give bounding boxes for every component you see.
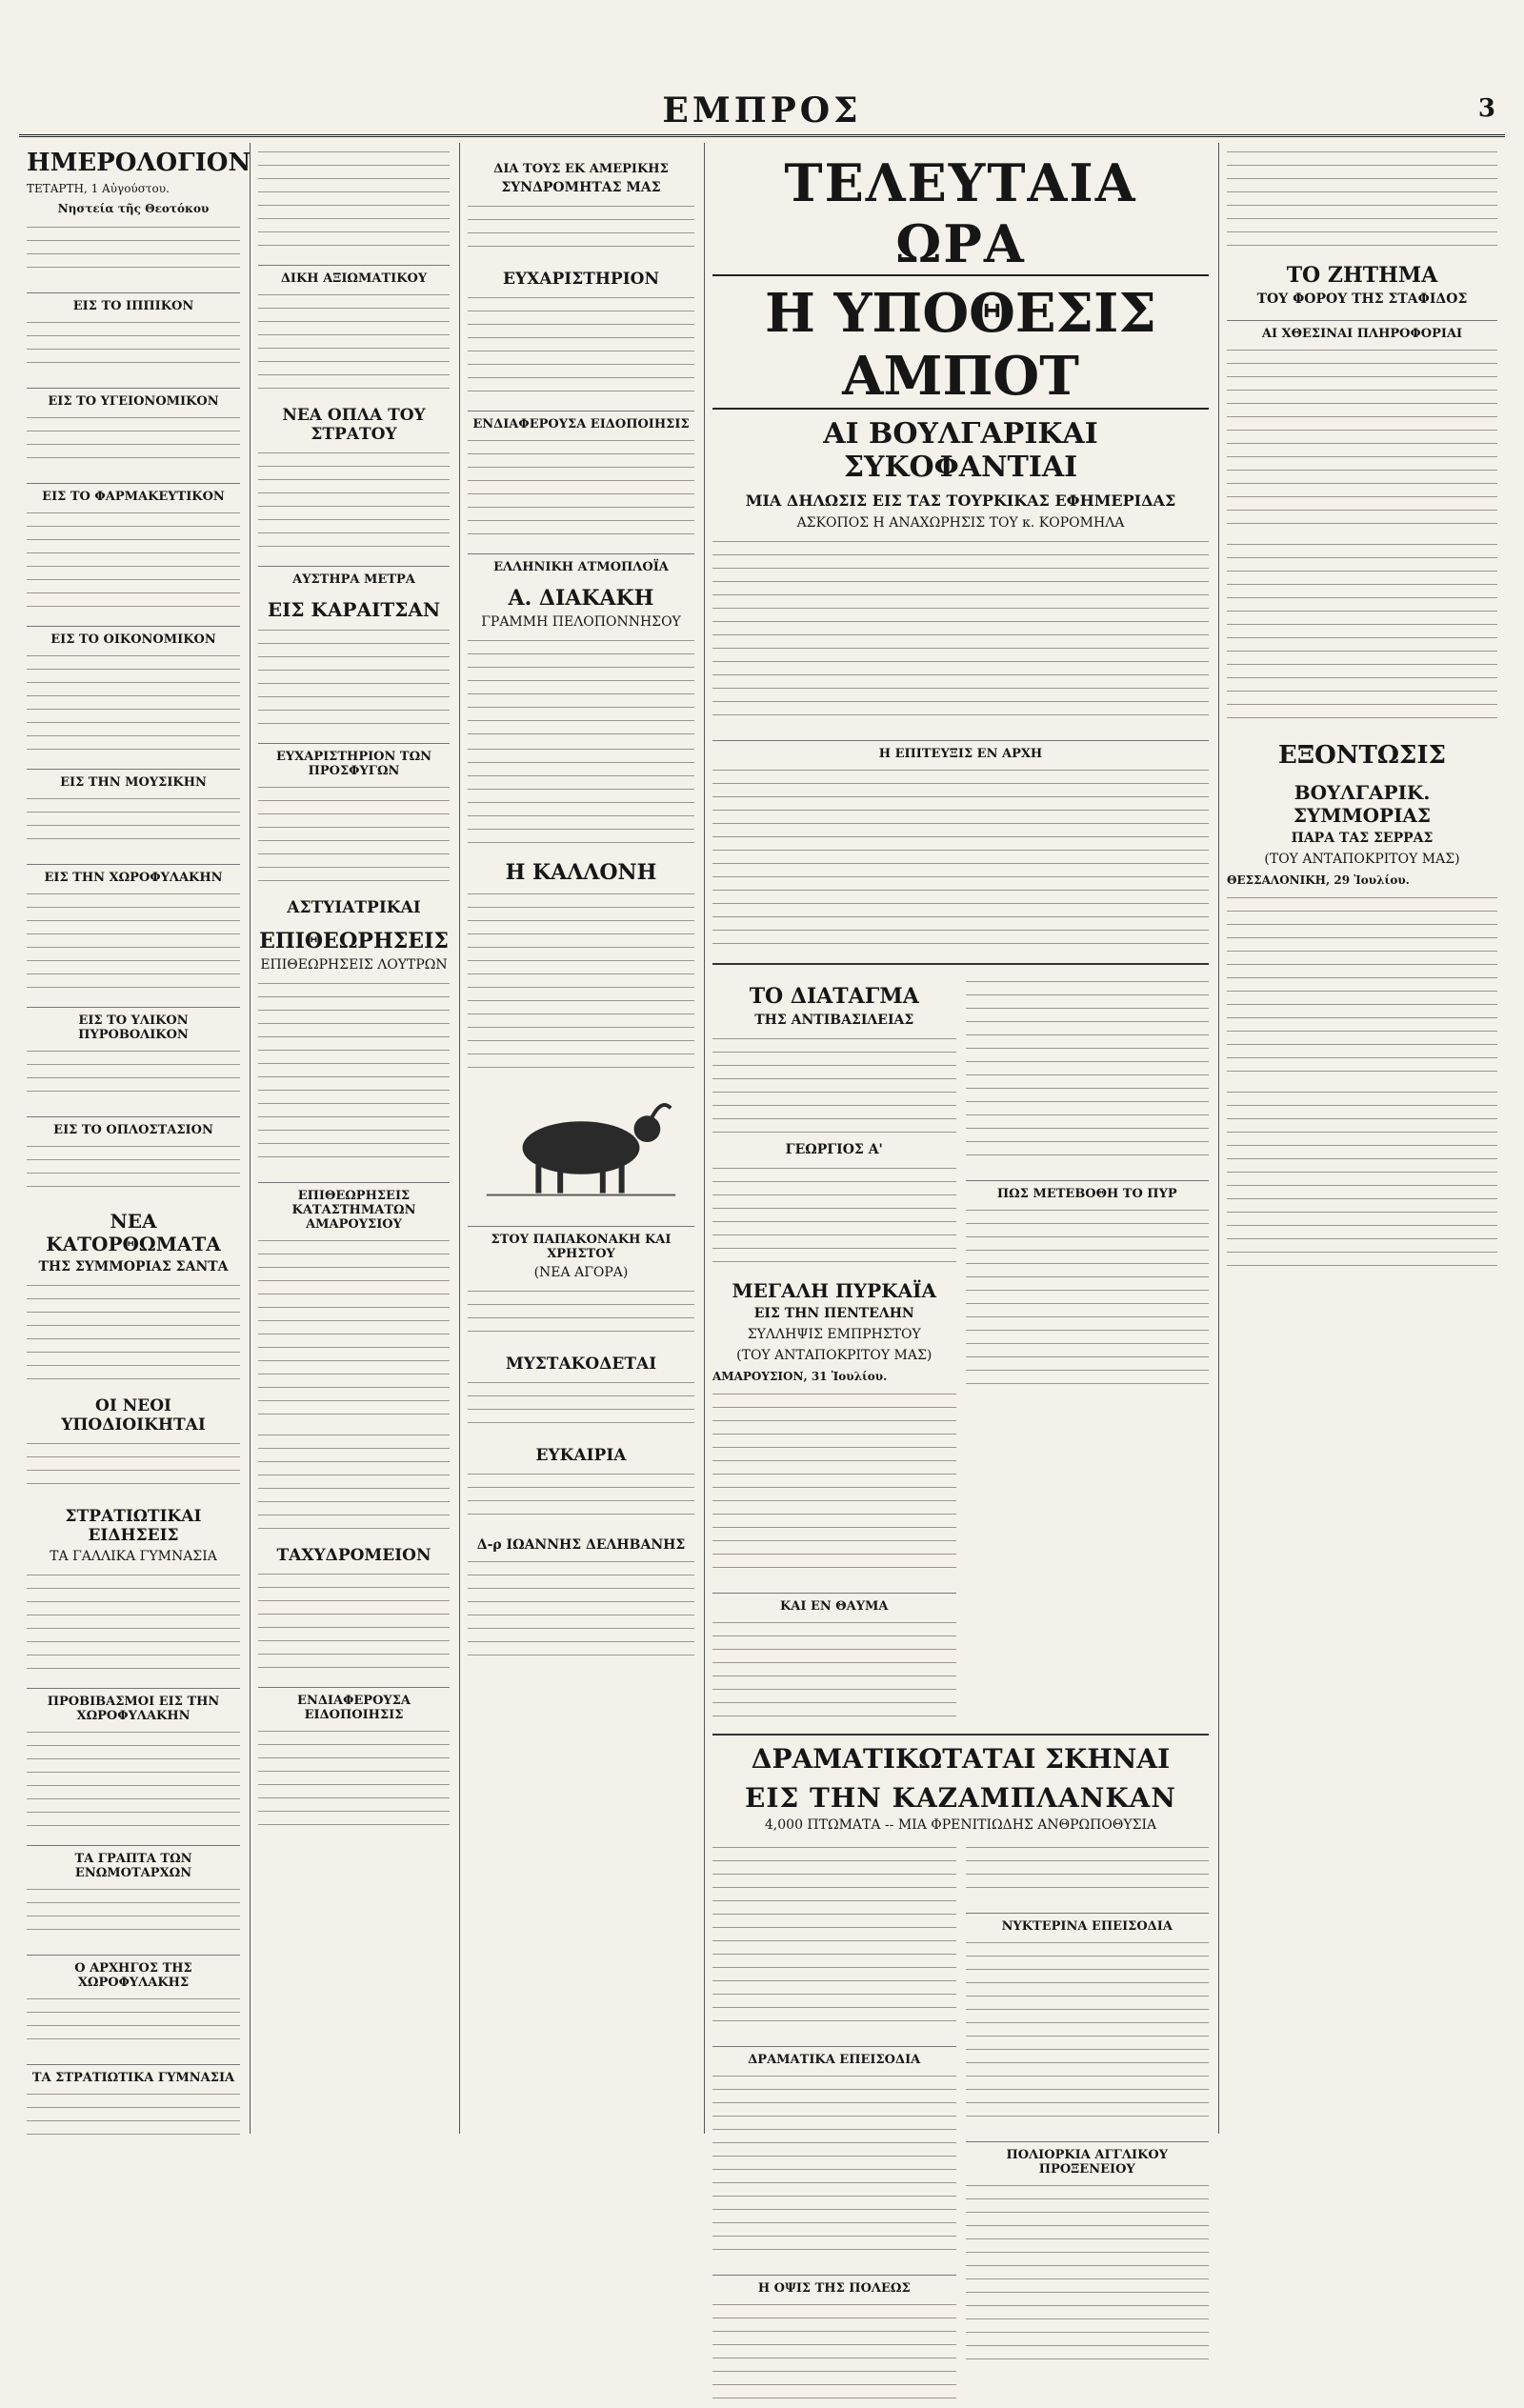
text-block: [258, 290, 450, 394]
text-block: [712, 1389, 956, 1579]
section-heading: ΕΙΣ ΤΗΝ ΜΟΥΣΙΚΗΝ: [27, 769, 240, 790]
section-heading: ΕΝΔΙΑΦΕΡΟΥΣΑ ΕΙΔΟΠΟΙΗΣΙΣ: [258, 1687, 450, 1722]
divider: [712, 963, 1209, 965]
text-block: [258, 1569, 450, 1674]
section-heading: ΤΑ ΓΡΑΠΤΑ ΤΩΝ ΕΝΩΜΟΤΑΡΧΩΝ: [27, 1845, 240, 1880]
fasting-line: Νηστεία τῆς Θεοτόκου: [57, 202, 210, 216]
text-block: [27, 1046, 240, 1103]
text-block: [27, 412, 240, 470]
masthead: [19, 90, 1505, 137]
article-subheading: ΤΗΣ ΑΝΤΙΒΑΣΙΛΕΙΑΣ: [754, 1013, 914, 1028]
text-block: [966, 1205, 1210, 1395]
article-heading: ΣΤΡΑΤΙΩΤΙΚΑΙ ΕΙΔΗΣΕΙΣ: [65, 1506, 202, 1545]
text-block: [258, 147, 450, 251]
section-heading: ΔΡΑΜΑΤΙΚΑ ΕΠΕΙΣΟΔΙΑ: [712, 2046, 956, 2067]
article-subheading: ΠΑΡΑ ΤΑΣ ΣΕΡΡΑΣ: [1291, 831, 1434, 846]
text-block: [468, 744, 694, 849]
article-heading: Δ-ρ ΙΩΑΝΝΗΣ ΔΕΛΗΒΑΝΗΣ: [476, 1537, 686, 1553]
divider: [712, 1734, 1209, 1736]
text-block: [966, 2180, 1210, 2371]
text-block: [468, 201, 694, 258]
article-heading: ΕΙΣ ΤΗΝ ΚΑΖΑΜΠΛΑΝΚΑΝ: [745, 1782, 1176, 1815]
article-heading: ΕΠΙΘΕΩΡΗΣΕΙΣ: [259, 929, 449, 953]
section-heading: ΕΝΔΙΑΦΕΡΟΥΣΑ ΕΙΔΟΠΟΙΗΣΙΣ: [468, 411, 694, 431]
article-heading: ΝΕΑ ΚΑΤΟΡΘΩΜΑΤΑ: [46, 1209, 221, 1255]
article-subheading: ΣΥΛΛΗΨΙΣ ΕΜΠΡΗΣΤΟΥ: [747, 1327, 921, 1342]
text-block: [468, 435, 694, 540]
column-1: [19, 143, 251, 2134]
article-heading: ΕΙΣ ΚΑΡΑΙΤΣΑΝ: [267, 598, 441, 621]
text-block: [27, 222, 240, 279]
text-block: [712, 1033, 956, 1138]
column-2: [250, 143, 457, 2134]
headline-sub2: ΜΙΑ ΔΗΛΩΣΙΣ ΕΙΣ ΤΑΣ ΤΟΥΡΚΙΚΑΣ ΕΦΗΜΕΡΙΔΑΣ: [745, 492, 1176, 510]
text-block: [258, 1726, 450, 1831]
section-heading: ΑΥΣΤΗΡΑ ΜΕΤΡΑ: [258, 566, 450, 587]
text-block: [468, 1286, 694, 1343]
signature: ΓΕΩΡΓΙΟΣ Α': [785, 1142, 883, 1157]
dateline: ΘΕΣΣΑΛΟΝΙΚΗ, 29 Ἰουλίου.: [1227, 873, 1410, 887]
section-heading: ΕΥΧΑΡΙΣΤΗΡΙΟΝ ΤΩΝ ΠΡΟΣΦΥΓΩΝ: [258, 743, 450, 778]
text-block: [27, 1280, 240, 1385]
goat-illustration: [468, 1089, 694, 1203]
text-block: [468, 635, 694, 740]
text-block: [712, 536, 1209, 727]
article-subheading: (ΝΕΑ ΑΓΟΡΑ): [533, 1265, 629, 1280]
section-heading: ΕΙΣ ΤΟ ΟΠΛΟΣΤΑΣΙΟΝ: [27, 1116, 240, 1137]
text-block: [258, 1430, 450, 1535]
text-block: [712, 1842, 956, 2033]
text-block: [966, 1842, 1210, 1899]
section-heading: ΝΥΚΤΕΡΙΝΑ ΕΠΕΙΣΟΔΙΑ: [966, 1913, 1210, 1934]
column-5: [1218, 143, 1505, 2134]
text-block: [27, 2089, 240, 2146]
text-block: [1227, 1087, 1497, 1277]
page-number: 3: [1477, 94, 1495, 123]
text-block: [468, 1556, 694, 1661]
article-heading: Η ΚΑΛΛΟΝΗ: [505, 860, 657, 885]
section-heading: Η ΟΨΙΣ ΤΗΣ ΠΟΛΕΩΣ: [712, 2275, 956, 2296]
text-block: [27, 1727, 240, 1832]
section-heading: ΣΤΟΥ ΠΑΠΑΚΟΝΑΚΗ ΚΑΙ ΧΡΗΣΤΟΥ: [468, 1226, 694, 1261]
text-block: [27, 317, 240, 374]
article-subheading: ΣΥΝΔΡΟΜΗΤΑΣ ΜΑΣ: [501, 180, 661, 195]
section-heading: ΕΙΣ ΤΟ ΟΙΚΟΝΟΜΙΚΟΝ: [27, 626, 240, 647]
article-heading: ΤΟ ΖΗΤΗΜΑ: [1286, 263, 1438, 288]
section-heading: Ο ΑΡΧΗΓΟΣ ΤΗΣ ΧΩΡΟΦΥΛΑΚΗΣ: [27, 1955, 240, 1990]
article-heading: ΕΥΧΑΡΙΣΤΗΡΙΟΝ: [502, 270, 660, 289]
section-heading: ΕΙΣ ΤΗΝ ΧΩΡΟΦΥΛΑΚΗΝ: [27, 864, 240, 885]
article-heading: ΕΥΚΑΙΡΙΑ: [535, 1446, 627, 1465]
text-block: [712, 2071, 956, 2261]
column-3: [459, 143, 702, 2134]
section-heading: ΕΙΣ ΤΟ ΥΛΙΚΟΝ ΠΥΡΟΒΟΛΙΚΟΝ: [27, 1007, 240, 1042]
article-heading: ΤΑΧΥΔΡΟΜΕΙΟΝ: [276, 1546, 431, 1565]
column-4: [704, 143, 1216, 2297]
section-heading: ΑΙ ΧΘΕΣΙΝΑΙ ΠΛΗΡΟΦΟΡΙΑΙ: [1227, 320, 1497, 341]
text-block: [27, 508, 240, 612]
section-heading: ΔΙΑ ΤΟΥΣ ΕΚ ΑΜΕΡΙΚΗΣ: [493, 162, 669, 176]
text-block: [468, 292, 694, 397]
section-heading: ΠΩΣ ΜΕΤΕΒΟΘΗ ΤΟ ΠΥΡ: [966, 1180, 1210, 1201]
article-heading: ΤΟ ΔΙΑΤΑΓΜΑ: [749, 984, 919, 1009]
text-block: [1227, 345, 1497, 535]
text-block: [27, 793, 240, 851]
main-headline: Η ΥΠΟΘΕΣΙΣ ΑΜΠΟΤ: [712, 282, 1209, 410]
text-block: [258, 625, 450, 730]
article-heading: ΜΥΣΤΑΚΟΔΕΤΑΙ: [505, 1354, 657, 1374]
text-block: [966, 1937, 1210, 2128]
text-block: [468, 1469, 694, 1526]
text-block: [712, 2299, 956, 2404]
article-subheading: ΕΙΣ ΤΗΝ ΠΕΝΤΕΛΗΝ: [753, 1306, 914, 1321]
article-subheading: 4,000 ΠΤΩΜΑΤΑ -- ΜΙΑ ΦΡΕΝΙΤΙΩΔΗΣ ΑΝΘΡΩΠΟΘΥΣΙΑ: [764, 1817, 1157, 1834]
newspaper-name: ΕΜΠΡΟΣ: [662, 90, 862, 130]
text-block: [27, 1570, 240, 1675]
headline-sub3: ΑΣΚΟΠΟΣ Η ΑΝΑΧΩΡΗΣΙΣ ΤΟΥ κ. ΚΟΡΟΜΗΛΑ: [796, 515, 1125, 531]
article-heading: ΕΞΟΝΤΩΣΙΣ: [1278, 741, 1446, 770]
text-block: [966, 976, 1210, 1167]
text-block: [1227, 893, 1497, 1083]
text-block: [712, 1617, 956, 1722]
text-block: [258, 782, 450, 887]
text-block: [258, 1235, 450, 1426]
correspondent-line: (ΤΟΥ ΑΝΤΑΠΟΚΡΙΤΟΥ ΜΑΣ): [736, 1348, 932, 1363]
section-heading: Η ΕΠΙΤΕΥΞΙΣ ΕΝ ΑΡΧΗ: [712, 740, 1209, 761]
section-heading: ΕΙΣ ΤΟ ΦΑΡΜΑΚΕΥΤΙΚΟΝ: [27, 483, 240, 504]
text-block: [27, 889, 240, 993]
section-heading: ΤΑ ΣΤΡΑΤΙΩΤΙΚΑ ΓΥΜΝΑΣΙΑ: [27, 2064, 240, 2085]
text-block: [712, 1163, 956, 1268]
text-block: [27, 1884, 240, 1941]
section-heading: ΠΟΛΙΟΡΚΙΑ ΑΓΓΛΙΚΟΥ ΠΡΟΞΕΝΕΙΟΥ: [966, 2141, 1210, 2177]
article-heading: ΑΣΤΥΙΑΤΡΙΚΑΙ: [287, 898, 421, 917]
article-heading: ΜΕΓΑΛΗ ΠΥΡΚΑΪΑ: [732, 1279, 936, 1302]
headline-sub: ΑΙ ΒΟΥΛΓΑΡΙΚΑΙ ΣΥΚΟΦΑΝΤΙΑΙ: [823, 417, 1098, 484]
text-block: [258, 448, 450, 552]
article-heading: ΔΡΑΜΑΤΙΚΩΤΑΤΑΙ ΣΚΗΝΑΙ: [751, 1743, 1171, 1776]
article-heading: ΝΕΑ ΟΠΛΑ ΤΟΥ ΣΤΡΑΤΟΥ: [282, 406, 426, 444]
date-line: ΤΕΤΑΡΤΗ, 1 Αὐγούστου.: [27, 182, 170, 195]
article-subheading: ΤΑ ΓΑΛΛΙΚΑ ΓΥΜΝΑΣΙΑ: [50, 1548, 217, 1564]
text-block: [468, 1377, 694, 1435]
section-heading: ΕΛΛΗΝΙΚΗ ΑΤΜΟΠΛΟΪΑ: [468, 553, 694, 574]
article-subheading: ΕΠΙΘΕΩΡΗΣΕΙΣ ΛΟΥΤΡΩΝ: [260, 957, 448, 973]
text-block: [712, 765, 1209, 955]
article-subheading: ΓΡΑΜΜΗ ΠΕΛΟΠΟΝΝΗΣΟΥ: [481, 614, 681, 630]
headline: ΤΕΛΕΥΤΑΙΑ ΩΡΑ: [712, 152, 1209, 276]
text-block: [27, 1994, 240, 2051]
article-subheading: ΤΗΣ ΣΥΜΜΟΡΙΑΣ ΣΑΝΤΑ: [38, 1258, 229, 1274]
text-block: [27, 1438, 240, 1495]
text-block: [258, 978, 450, 1169]
text-block: [27, 651, 240, 755]
dateline: ΑΜΑΡΟΥΣΙΟΝ, 31 Ἰουλίου.: [712, 1370, 888, 1383]
article-heading: ΒΟΥΛΓΑΡΙΚ. ΣΥΜΜΟΡΙΑΣ: [1293, 781, 1432, 827]
section-heading: ΔΙΚΗ ΑΞΙΩΜΑΤΙΚΟΥ: [258, 265, 450, 286]
article-heading: ΟΙ ΝΕΟΙ ΥΠΟΔΙΟΙΚΗΤΑΙ: [61, 1395, 206, 1435]
text-block: [468, 889, 694, 1079]
section-heading: ΕΙΣ ΤΟ ΙΠΠΙΚΟΝ: [27, 292, 240, 313]
correspondent-line: (ΤΟΥ ΑΝΤΑΠΟΚΡΙΤΟΥ ΜΑΣ): [1264, 852, 1460, 867]
calendar-heading: ΗΜΕΡΟΛΟΓΙΟΝ: [27, 149, 251, 177]
text-block: [1227, 147, 1497, 251]
section-heading: ΚΑΙ ΕΝ ΘΑΥΜΑ: [712, 1593, 956, 1614]
text-block: [1227, 539, 1497, 730]
article-subheading: ΤΟΥ ΦΟΡΟΥ ΤΗΣ ΣΤΑΦΙΔΟΣ: [1256, 291, 1468, 307]
article-heading: Α. ΔΙΑΚΑΚΗ: [508, 586, 654, 611]
section-heading: ΠΡΟΒΙΒΑΣΜΟΙ ΕΙΣ ΤΗΝ ΧΩΡΟΦΥΛΑΚΗΝ: [27, 1688, 240, 1723]
section-heading: ΕΠΙΘΕΩΡΗΣΕΙΣ ΚΑΤΑΣΤΗΜΑΤΩΝ ΑΜΑΡΟΥΣΙΟΥ: [258, 1182, 450, 1232]
section-heading: ΕΙΣ ΤΟ ΥΓΕΙΟΝΟΜΙΚΟΝ: [27, 388, 240, 409]
text-block: [27, 1141, 240, 1198]
